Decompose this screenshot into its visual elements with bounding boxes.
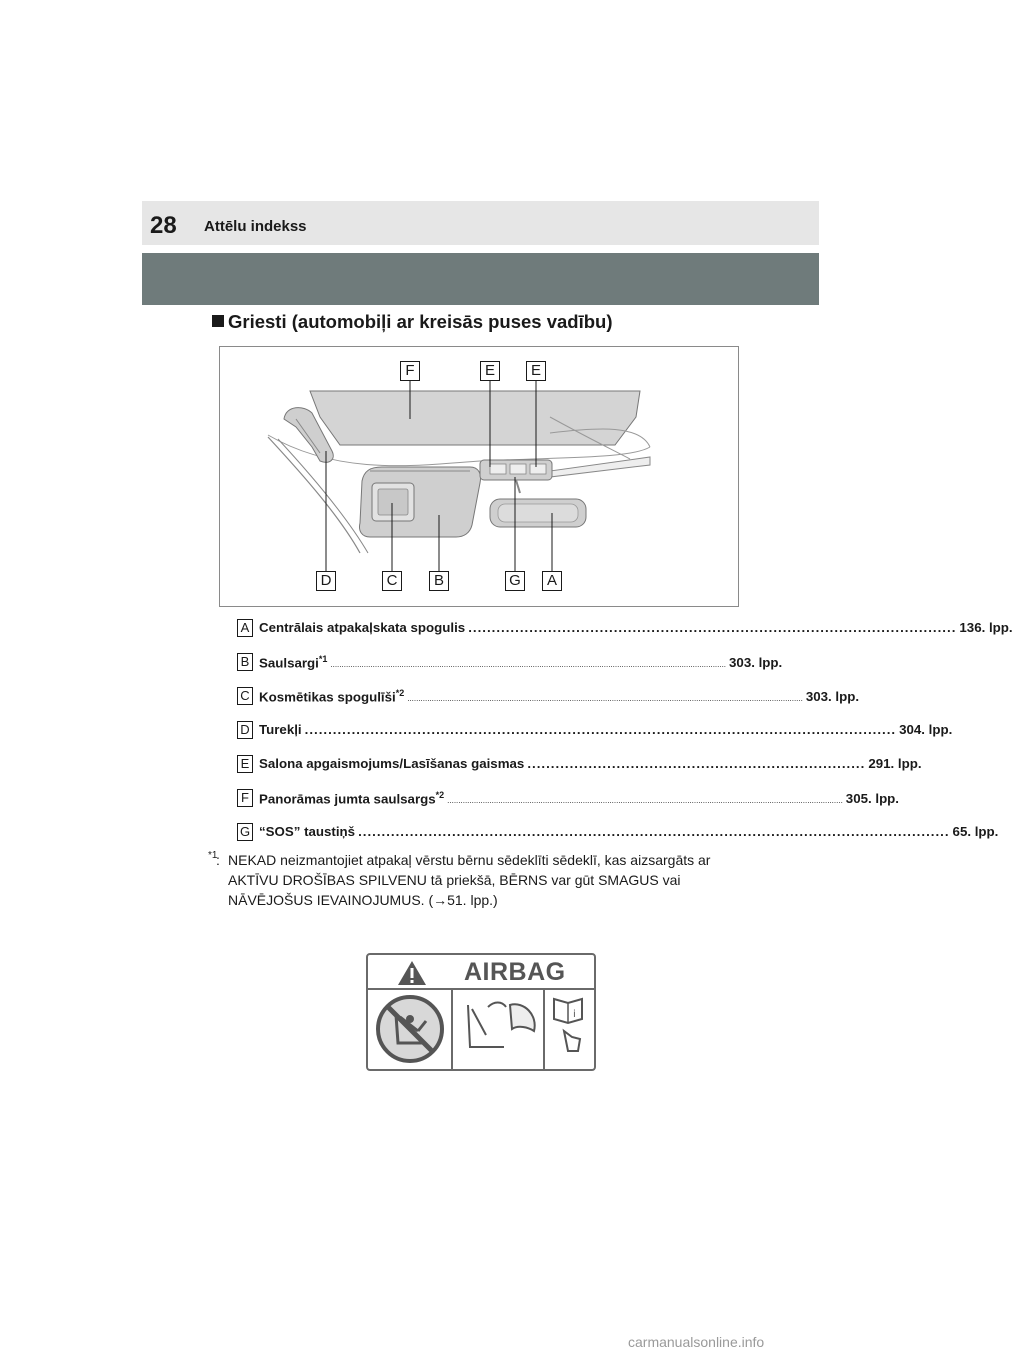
- header-title: Attēlu indekss: [204, 218, 307, 235]
- legend-page[interactable]: 303. lpp.: [805, 689, 860, 705]
- leader-dots: ..................................................................................................................................................................................: [407, 694, 803, 704]
- legend-key: C: [237, 687, 253, 705]
- leader-dots: ........................................................................................................: [468, 620, 957, 635]
- section-band: [142, 253, 819, 305]
- airbag-word: AIRBAG: [464, 958, 566, 986]
- legend-key: B: [237, 653, 253, 671]
- leader-dots: ..................................................................................................................................................................................: [330, 660, 727, 670]
- legend-label: Salona apgaismojums/Lasīšanas gaismas: [259, 756, 525, 771]
- legend-page[interactable]: 305. lpp.: [845, 791, 900, 807]
- legend-label-text: Kosmētikas spogulīši: [259, 689, 396, 705]
- leader-dots: ..............................................................................................................................: [304, 722, 897, 737]
- legend-sup: *1: [318, 654, 328, 664]
- svg-text:i: i: [573, 1009, 576, 1020]
- legend-label: “SOS” taustiņš: [259, 824, 356, 839]
- legend-label: [259, 654, 327, 670]
- legend-page[interactable]: 303. lpp.: [729, 655, 783, 671]
- no-child-seat-icon: [378, 997, 442, 1061]
- legend-label: Turekļi: [259, 722, 302, 737]
- legend-row-a: [237, 619, 1013, 639]
- leader-dots: ..............................................................................................................................: [358, 824, 950, 839]
- legend-key: G: [237, 823, 253, 841]
- page-number: 28: [150, 212, 177, 239]
- callout-b: B: [429, 571, 449, 591]
- callout-d: D: [316, 571, 336, 591]
- footnote-colon: :: [216, 852, 220, 868]
- airbag-warning-label: [366, 953, 596, 1071]
- legend-key: D: [237, 721, 253, 739]
- legend-label: [259, 790, 444, 806]
- legend-row-e: [237, 755, 922, 775]
- callout-c: C: [382, 571, 402, 591]
- ceiling-illustration: [220, 347, 740, 608]
- legend-row-f: [237, 789, 900, 809]
- legend-row-b: [237, 653, 783, 673]
- seat-airbag-icon: [468, 1003, 535, 1048]
- footnote: [208, 850, 738, 910]
- leader-dots: ........................................................................: [527, 756, 866, 771]
- callout-e-1: E: [480, 361, 500, 381]
- legend-label: [259, 688, 404, 704]
- footnote-mark: *1: [208, 850, 218, 861]
- manual-icon: [554, 999, 582, 1051]
- callout-a: A: [542, 571, 562, 591]
- legend-key: F: [237, 789, 253, 807]
- legend-row-c: [237, 687, 860, 707]
- legend-key: E: [237, 755, 253, 773]
- section-title-text: Griesti (automobiļi ar kreisās puses vadību): [228, 311, 613, 332]
- callout-f: F: [400, 361, 420, 381]
- watermark: carmanualsonline.info: [628, 1334, 765, 1350]
- legend-row-g: [237, 823, 999, 843]
- callout-g: G: [505, 571, 525, 591]
- legend-label-text: Saulsargi: [259, 655, 319, 671]
- legend-page[interactable]: 65. lpp.: [952, 824, 999, 839]
- square-bullet-icon: [212, 315, 224, 327]
- legend-key: A: [237, 619, 253, 637]
- legend-row-d: [237, 721, 953, 741]
- legend-page[interactable]: 304. lpp.: [899, 722, 953, 737]
- legend-page[interactable]: 291. lpp.: [868, 756, 922, 771]
- legend-sup: *2: [435, 790, 445, 800]
- leader-dots: ..................................................................................................................................................................................: [447, 796, 843, 806]
- section-title: [212, 311, 613, 333]
- legend-label-text: Panorāmas jumta saulsargs: [259, 791, 436, 807]
- callout-e-2: E: [526, 361, 546, 381]
- ceiling-figure: [219, 346, 739, 607]
- legend-sup: *2: [395, 688, 405, 698]
- legend-label: Centrālais atpakaļskata spogulis: [259, 620, 466, 635]
- footnote-text: NEKAD neizmantojiet atpakaļ vērstu bērnu sēdeklīti sēdeklī, kas aizsargāts ar AKTĪVU DROŠĪBAS SPILVENU tā priekšā, BĒRNS var gūt SMAGUS vai NĀVĒJOŠUS IEVAINOJUMUS. (→51. lpp.): [228, 852, 711, 908]
- legend-page[interactable]: 136. lpp.: [959, 620, 1013, 635]
